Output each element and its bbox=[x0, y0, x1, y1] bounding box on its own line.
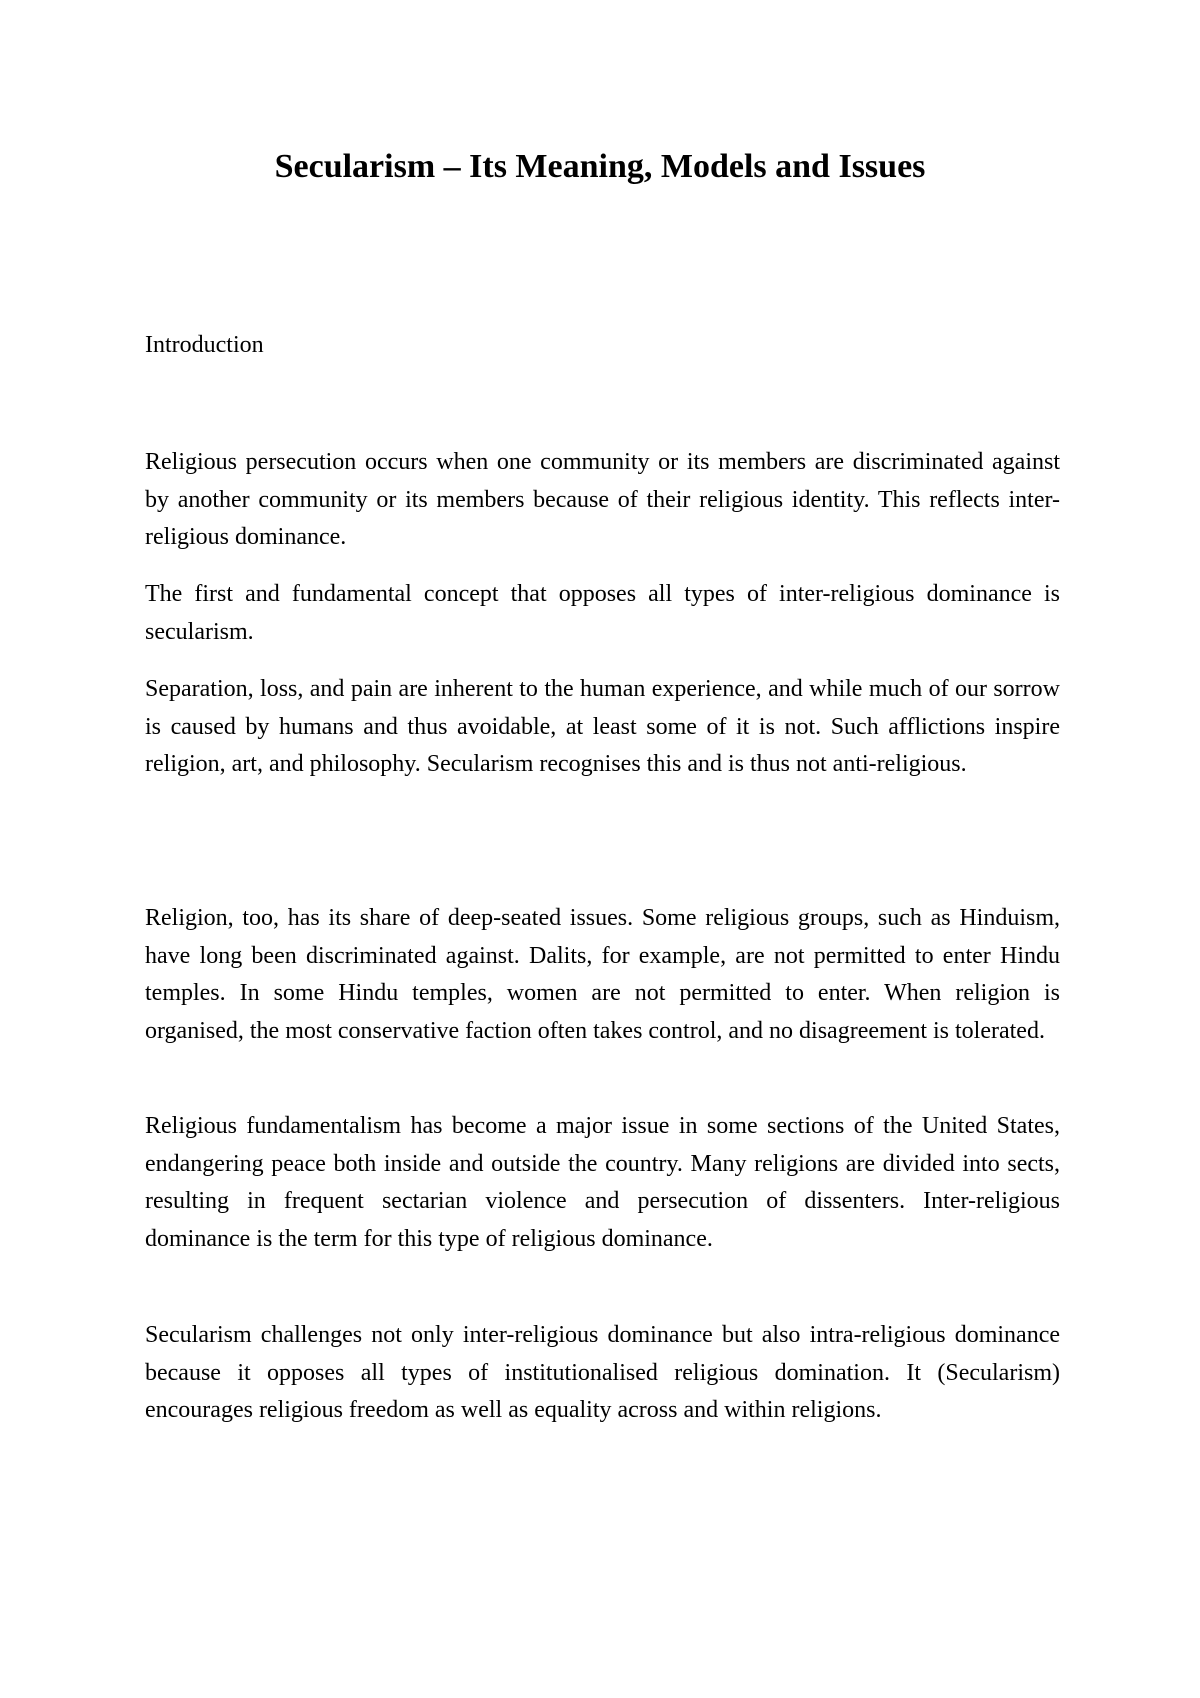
paragraph: Religious persecution occurs when one community or its members are discriminated against by another community or its members because of their religious identity. This reflects inter-religious dominance. bbox=[145, 449, 1060, 550]
paragraph: Religious fundamentalism has become a major issue in some sections of the United States, endangering peace both inside and outside the country. Many religions are divided into sects, resulting in frequent sectarian violence and persecution of dissenters. Inter-religious dominance is the term for this type of religious dominance. bbox=[145, 1113, 1060, 1252]
paragraph: Secularism challenges not only inter-religious dominance but also intra-religious dominance because it opposes all types of institutionalised religious domination. It (Secularism) encourages religious freedom as well as equality across and within religions. bbox=[145, 1322, 1060, 1423]
section-heading: Introduction bbox=[145, 332, 264, 358]
paragraph: Separation, loss, and pain are inherent to the human experience, and while much of our sorrow is caused by humans and thus avoidable, at least some of it is not. Such afflictions inspire religion, art, and philosophy. Secularism recognises this and is thus not anti-religious. bbox=[145, 676, 1060, 777]
document-title: Secularism – Its Meaning, Models and Issues bbox=[274, 148, 926, 185]
paragraph: Religion, too, has its share of deep-seated issues. Some religious groups, such as Hinduism, have long been discriminated against. Dalits, for example, are not permitted to enter Hindu temples. In some Hindu temples, women are not permitted to enter. When religion is organised, the most conservative faction often takes control, and no disagreement is tolerated. bbox=[145, 905, 1060, 1044]
paragraph: The first and fundamental concept that opposes all types of inter-religious dominance is secularism. bbox=[145, 581, 1060, 645]
